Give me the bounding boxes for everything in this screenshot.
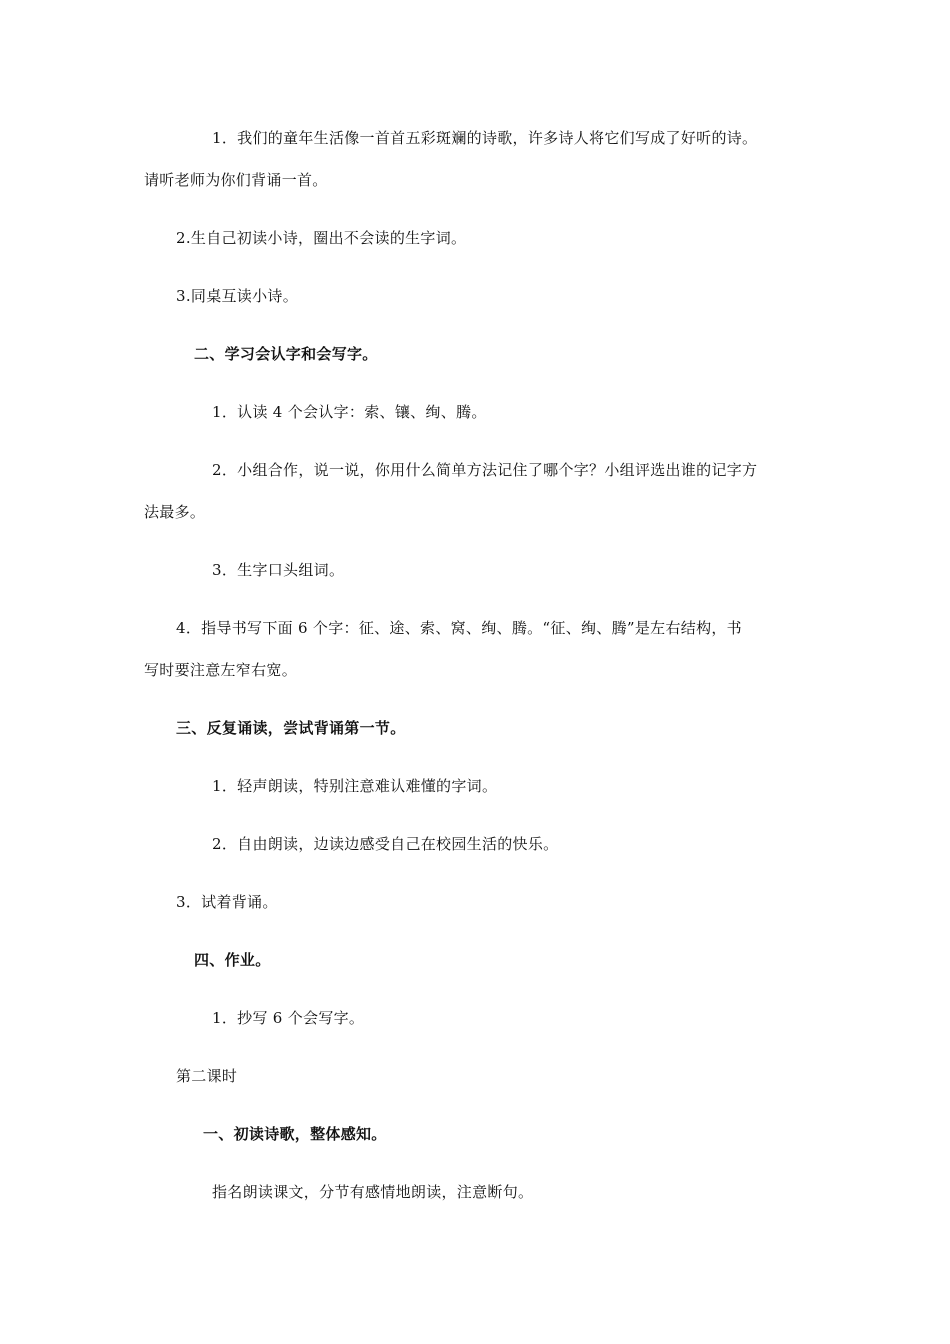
section-3-item-1: 1．轻声朗读，特别注意难认难懂的字词。 bbox=[212, 777, 498, 795]
section-2-item-4-line-1: 4．指导书写下面 6 个字：征、途、索、窝、绚、腾。“征、绚、腾”是左右结构，书 bbox=[176, 619, 742, 637]
lesson-2-heading-1: 一、初读诗歌，整体感知。 bbox=[203, 1125, 387, 1143]
section-heading-4: 四、作业。 bbox=[194, 951, 271, 969]
section-2-item-2-line-2: 法最多。 bbox=[144, 503, 206, 521]
paragraph-3: 3.同桌互读小诗。 bbox=[176, 287, 299, 305]
section-heading-3: 三、反复诵读，尝试背诵第一节。 bbox=[176, 719, 406, 737]
paragraph-1-line-1: 1．我们的童年生活像一首首五彩斑斓的诗歌，许多诗人将它们写成了好听的诗。 bbox=[212, 129, 758, 147]
section-2-item-4-line-2: 写时要注意左窄右宽。 bbox=[144, 661, 298, 679]
section-heading-2: 二、学习会认字和会写字。 bbox=[194, 345, 378, 363]
lesson-2-title: 第二课时 bbox=[176, 1067, 238, 1085]
section-4-item-1: 1．抄写 6 个会写字。 bbox=[212, 1009, 365, 1027]
section-3-item-2: 2．自由朗读，边读边感受自己在校园生活的快乐。 bbox=[212, 835, 559, 853]
paragraph-1-line-2: 请听老师为你们背诵一首。 bbox=[144, 171, 328, 189]
section-2-item-3: 3．生字口头组词。 bbox=[212, 561, 345, 579]
paragraph-2: 2.生自己初读小诗，圈出不会读的生字词。 bbox=[176, 229, 467, 247]
section-2-item-1: 1．认读 4 个会认字：索、镶、绚、腾。 bbox=[212, 403, 487, 421]
lesson-2-paragraph-1: 指名朗读课文，分节有感情地朗读，注意断句。 bbox=[212, 1183, 534, 1201]
section-3-item-3: 3．试着背诵。 bbox=[176, 893, 278, 911]
section-2-item-2-line-1: 2．小组合作，说一说，你用什么简单方法记住了哪个字？小组评选出谁的记字方 bbox=[212, 461, 758, 479]
